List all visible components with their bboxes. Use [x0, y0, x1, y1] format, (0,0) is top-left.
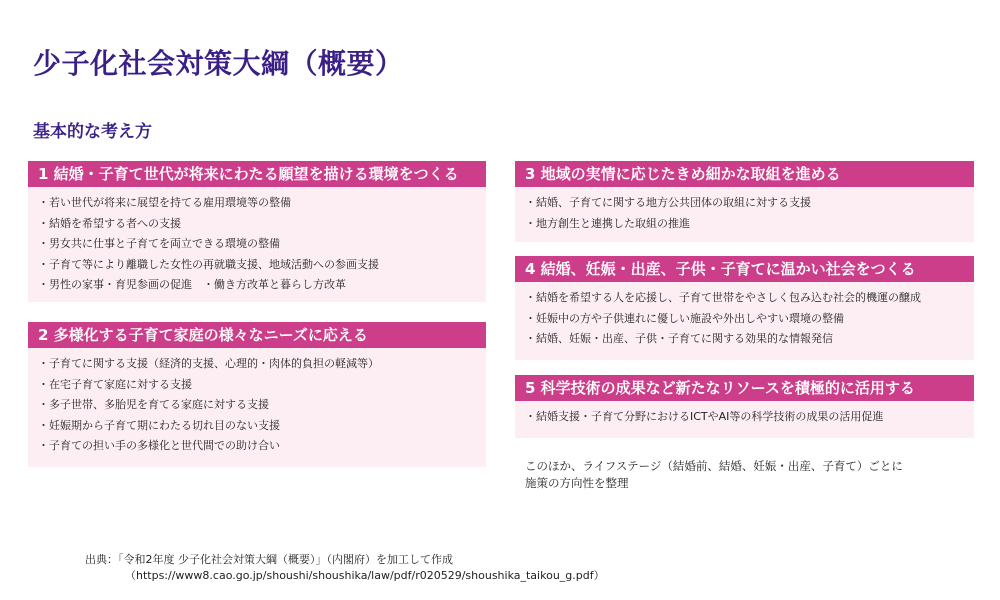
list-item: ・結婚支援・子育て分野におけるICTやAI等の科学技術の成果の活用促進	[525, 410, 884, 423]
list-item: ・子育ての担い手の多様化と世代間での助け合い	[38, 439, 280, 452]
section-3-body	[515, 187, 974, 242]
section-5-heading: 5 科学技術の成果など新たなリソースを積極的に活用する	[515, 375, 974, 401]
section-1-box	[28, 161, 486, 302]
section-4-heading: 4 結婚、妊娠・出産、子供・子育てに温かい社会をつくる	[515, 256, 974, 282]
list-item: ・地方創生と連携した取組の推進	[525, 216, 690, 230]
list-item: ・男性の家事・育児参画の促進 ・働き方改革と暮らし方改革	[38, 278, 346, 291]
source-citation	[85, 552, 605, 584]
section-5-box	[515, 375, 974, 438]
list-item: ・子育て等により離職した女性の再就職支援、地域活動への参画支援	[38, 257, 379, 271]
source-url: （https://www8.cao.go.jp/shoushi/shoushika/law/pdf/r020529/shoushika_taikou_g.pdf）	[125, 569, 605, 582]
section-3-heading: 3 地域の実情に応じたきめ細かな取組を進める	[515, 161, 974, 187]
list-item: ・結婚、子育てに関する地方公共団体の取組に対する支援	[525, 196, 811, 209]
section-subtitle: 基本的な考え方	[33, 122, 152, 142]
note-text	[525, 458, 903, 492]
list-item: ・結婚を希望する人を応援し、子育て世帯をやさしく包み込む社会的機運の醸成	[525, 291, 921, 304]
section-4-box	[515, 256, 974, 360]
list-item: ・妊娠期から子育て期にわたる切れ目のない支援	[38, 418, 280, 432]
section-3-box	[515, 161, 974, 242]
section-2-heading: 2 多様化する子育て家庭の様々なニーズに応える	[28, 322, 486, 348]
section-5-body	[515, 401, 974, 438]
note-line-2: 施策の方向性を整理	[525, 476, 629, 490]
list-item: ・多子世帯、多胎児を育てる家庭に対する支援	[38, 398, 269, 411]
list-item: ・男女共に仕事と子育てを両立できる環境の整備	[38, 237, 280, 250]
list-item: ・結婚、妊娠・出産、子供・子育てに関する効果的な情報発信	[525, 332, 833, 345]
section-4-body	[515, 282, 974, 360]
list-item: ・結婚を希望する者への支援	[38, 216, 181, 230]
section-1-body	[28, 187, 486, 302]
section-2-body	[28, 348, 486, 467]
page-title: 少子化社会対策大綱（概要）	[33, 47, 404, 80]
source-line-1: 出典：「令和2年度 少子化社会対策大綱（概要）」（内閣府）を加工して作成	[85, 553, 453, 566]
section-2-box	[28, 322, 486, 467]
list-item: ・若い世代が将来に展望を持てる雇用環境等の整備	[38, 196, 291, 209]
list-item: ・子育てに関する支援（経済的支援、心理的・肉体的負担の軽減等）	[38, 357, 379, 370]
list-item: ・妊娠中の方や子供連れに優しい施設や外出しやすい環境の整備	[525, 311, 844, 325]
section-1-heading: 1 結婚・子育て世代が将来にわたる願望を描ける環境をつくる	[28, 161, 486, 187]
note-line-1: このほか、ライフステージ（結婚前、結婚、妊娠・出産、子育て）ごとに	[525, 459, 903, 473]
list-item: ・在宅子育て家庭に対する支援	[38, 377, 192, 391]
